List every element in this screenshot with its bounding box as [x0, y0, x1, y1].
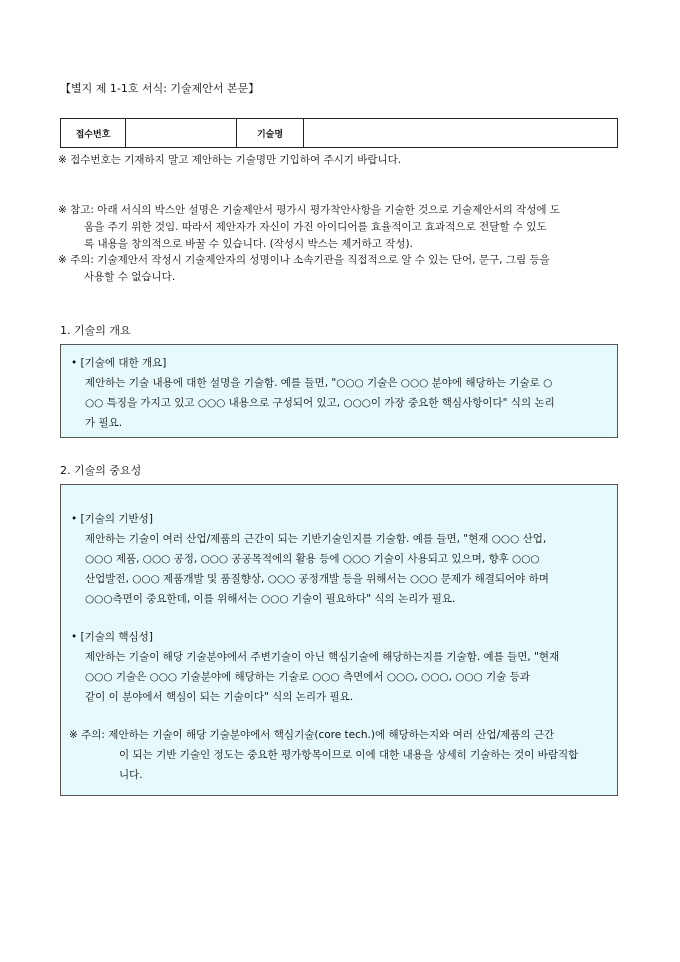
section-2-caution	[61, 725, 617, 785]
section-1-box	[60, 344, 618, 438]
receipt-number-label: 접수번호	[61, 119, 126, 148]
overview-item-text: 제안하는 기술 내용에 대한 설명을 기술함. 예를 들면, "○○○ 기술은 ○○○ 분야에 해당하는 기술로 ○	[85, 377, 553, 389]
core-item	[61, 627, 617, 707]
receipt-note: ※ 접수번호는 기재하지 말고 제안하는 기술명만 기입하여 주시기 바랍니다.	[58, 154, 402, 166]
tech-name-label: 기술명	[237, 119, 304, 148]
overview-item-text: ○○ 특징을 가지고 있고 ○○○ 내용으로 구성되어 있고, ○○○이 가장 중요한 핵심사항이다" 식의 논리	[85, 397, 555, 409]
receipt-number-field[interactable]	[126, 119, 237, 148]
overview-item	[61, 353, 617, 433]
reference-note-line: 록 내용을 창의적으로 바꿀 수 있습니다. (작성시 박스는 제거하고 작성).	[84, 238, 413, 250]
core-item-text: 제안하는 기술이 해당 기술분야에서 주변기술이 아닌 핵심기술에 해당하는지를 기술함. 예를 들면, "현재	[85, 651, 560, 663]
section-2-caution-line: 니다.	[119, 769, 143, 781]
reference-note	[58, 202, 624, 253]
core-item-heading: • [기술의 핵심성]	[71, 631, 153, 643]
foundation-item	[61, 509, 617, 609]
section-2-box	[60, 484, 618, 796]
foundation-item-text: ○○○ 제품, ○○○ 공정, ○○○ 공공목적에의 활용 등에 ○○○ 기술이 사용되고 있으며, 향후 ○○○	[85, 553, 540, 565]
core-item-text: 같이 이 분야에서 핵심이 되는 기술이다" 식의 논리가 필요.	[85, 691, 354, 703]
tech-name-field[interactable]	[304, 119, 618, 148]
caution-note-line: 사용할 수 없습니다.	[84, 271, 176, 283]
foundation-item-heading: • [기술의 기반성]	[71, 513, 153, 525]
registration-table	[60, 118, 618, 148]
section-2-caution-line: 이 되는 기반 기술인 정도는 중요한 평가항목이므로 이에 대한 내용을 상세히 기술하는 것이 바람직합	[119, 749, 579, 761]
core-item-text: ○○○ 기술은 ○○○ 기술분야에 해당하는 기술로 ○○○ 측면에서 ○○○, ○○○, ○○○ 기술 등과	[85, 671, 530, 683]
caution-note-line: ※ 주의: 기술제안서 작성시 기술제안자의 성명이나 소속기관을 직접적으로 알 수 있는 단어, 문구, 그림 등을	[58, 254, 550, 266]
foundation-item-text: ○○○측면이 중요한데, 이를 위해서는 ○○○ 기술이 필요하다" 식의 논리가 필요.	[85, 593, 456, 605]
section-1-heading: 1. 기술의 개요	[60, 324, 131, 337]
section-2-heading: 2. 기술의 중요성	[60, 464, 142, 477]
reference-note-line: ※ 참고: 아래 서식의 박스안 설명은 기술제안서 평가시 평가착안사항을 기술한 것으로 기술제안서의 작성에 도	[58, 204, 561, 216]
section-2-caution-line: ※ 주의: 제안하는 기술이 해당 기술분야에서 핵심기술(core tech.)에 해당하는지와 여러 산업/제품의 근간	[69, 729, 555, 741]
foundation-item-text: 산업발전, ○○○ 제품개발 및 품질향상, ○○○ 공정개발 등을 위해서는 ○○○ 문제가 해결되어야 하며	[85, 573, 549, 585]
document-form-title: 【별지 제 1-1호 서식: 기술제안서 본문】	[60, 82, 260, 95]
overview-item-text: 가 필요.	[85, 417, 123, 429]
overview-item-heading: • [기술에 대한 개요]	[71, 357, 167, 369]
caution-note	[58, 252, 624, 286]
reference-note-line: 움을 주기 위한 것임. 따라서 제안자가 자신이 가진 아이디어를 효율적이고 효과적으로 전달할 수 있도	[84, 221, 547, 233]
foundation-item-text: 제안하는 기술이 여러 산업/제품의 근간이 되는 기반기술인지를 기술함. 예를 들면, "현재 ○○○ 산업,	[85, 533, 547, 545]
